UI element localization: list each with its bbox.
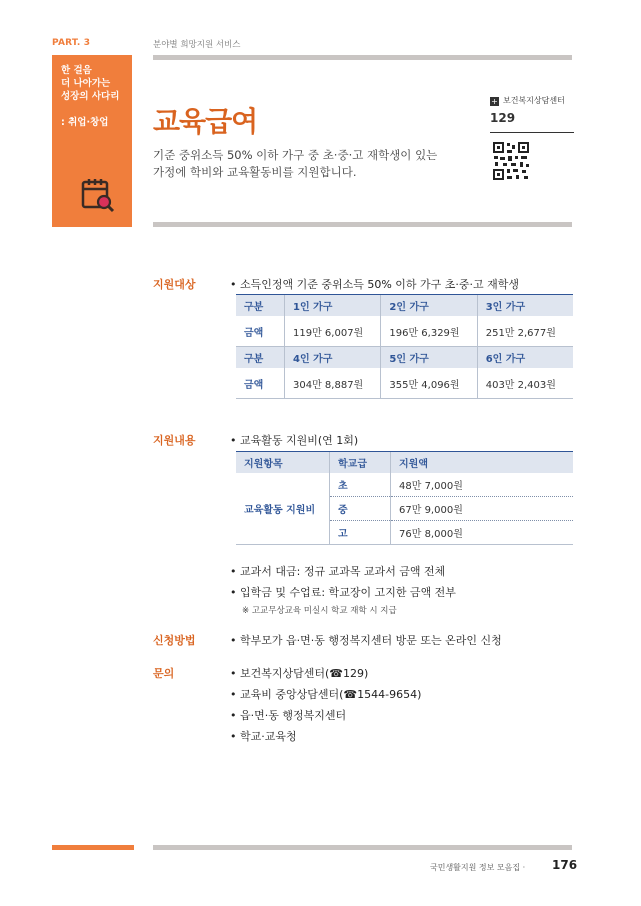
inquiry-item: • 교육비 중앙상담센터(☎1544-9654) bbox=[230, 688, 422, 701]
income-table bbox=[236, 294, 573, 399]
support-target-label: 지원대상 bbox=[153, 278, 196, 291]
apply-label: 신청방법 bbox=[153, 634, 196, 647]
contact-number: 129 bbox=[490, 111, 516, 125]
table-header-cell: 지원액 bbox=[391, 452, 574, 474]
sidebar-sub: : 취업·창업 bbox=[61, 117, 109, 128]
table-cell: 196만 6,329원 bbox=[381, 316, 477, 347]
table-row bbox=[236, 368, 573, 399]
qr-code-icon bbox=[493, 142, 529, 180]
page-title: 교육급여 bbox=[153, 105, 258, 138]
table-header-cell: 지원항목 bbox=[236, 452, 330, 474]
plus-icon: + bbox=[491, 97, 498, 106]
description-line: 기준 중위소득 50% 이하 가구 중 초·중·고 재학생이 있는 bbox=[153, 148, 438, 162]
table-cell: 403만 2,403원 bbox=[477, 368, 573, 399]
description bbox=[153, 147, 463, 181]
table-cell: 304만 8,887원 bbox=[285, 368, 381, 399]
sidebar-line: 성장의 사다리 bbox=[61, 91, 120, 102]
inquiry-item: • 읍·면·동 행정복지센터 bbox=[230, 709, 347, 722]
table-row bbox=[236, 473, 573, 497]
table-cell: 355만 4,096원 bbox=[381, 368, 477, 399]
support-content-note: ※ 고교무상교육 미실시 학교 재학 시 지급 bbox=[242, 606, 397, 616]
sidebar-box bbox=[52, 55, 132, 227]
support-target-text: • 소득인정액 기준 중위소득 50% 이하 가구 초·중·고 재학생 bbox=[230, 278, 520, 291]
table-cell: 금액 bbox=[236, 316, 285, 347]
education-support-table bbox=[236, 451, 573, 545]
table-cell: 3인 가구 bbox=[477, 295, 573, 317]
support-content-text: • 교육활동 지원비(연 1회) bbox=[230, 434, 359, 447]
table-cell: 2인 가구 bbox=[381, 295, 477, 317]
table-cell: 4인 가구 bbox=[285, 347, 381, 369]
table-cell: 6인 가구 bbox=[477, 347, 573, 369]
mid-divider bbox=[153, 222, 572, 227]
footer-accent-bar bbox=[52, 845, 134, 850]
table-cell: 251만 2,677원 bbox=[477, 316, 573, 347]
table-cell: 67만 9,000원 bbox=[391, 497, 574, 521]
contact-label bbox=[490, 95, 565, 106]
table-cell: 구분 bbox=[236, 347, 285, 369]
contact-label-text: 보건복지상담센터 bbox=[503, 96, 565, 105]
table-cell: 고 bbox=[330, 521, 391, 545]
table-cell: 5인 가구 bbox=[381, 347, 477, 369]
table-cell: 구분 bbox=[236, 295, 285, 317]
table-cell: 76만 8,000원 bbox=[391, 521, 574, 545]
table-cell: 중 bbox=[330, 497, 391, 521]
sidebar-line: 더 나아가는 bbox=[61, 78, 111, 89]
table-row bbox=[236, 295, 573, 317]
table-cell: 초 bbox=[330, 473, 391, 497]
page-number: 176 bbox=[552, 858, 578, 872]
table-header-cell: 학교급 bbox=[330, 452, 391, 474]
section-title: 분야별 희망지원 서비스 bbox=[153, 40, 241, 50]
table-cell: 1인 가구 bbox=[285, 295, 381, 317]
table-row bbox=[236, 452, 573, 474]
table-cell: 교육활동 지원비 bbox=[236, 473, 330, 545]
sidebar-line: 한 걸음 bbox=[61, 65, 92, 76]
apply-text: • 학부모가 읍·면·동 행정복지센터 방문 또는 온라인 신청 bbox=[230, 634, 502, 647]
table-cell: 48만 7,000원 bbox=[391, 473, 574, 497]
description-line: 가정에 학비와 교육활동비를 지원합니다. bbox=[153, 165, 357, 179]
table-row bbox=[236, 347, 573, 369]
top-divider bbox=[153, 55, 572, 60]
table-cell: 금액 bbox=[236, 368, 285, 399]
table-cell: 119만 6,007원 bbox=[285, 316, 381, 347]
contact-underline bbox=[490, 132, 574, 133]
calendar-search-icon bbox=[81, 177, 115, 213]
footer-text: 국민생활지원 정보 모음집 · bbox=[430, 863, 526, 872]
support-content-label: 지원내용 bbox=[153, 434, 196, 447]
inquiry-item: • 학교·교육청 bbox=[230, 730, 297, 743]
part-label: PART. 3 bbox=[52, 38, 91, 48]
support-content-bullet: • 입학금 및 수업료: 학교장이 고지한 금액 전부 bbox=[230, 586, 456, 599]
support-content-bullet: • 교과서 대금: 정규 교과목 교과서 금액 전체 bbox=[230, 565, 446, 578]
footer-divider bbox=[153, 845, 572, 850]
table-row bbox=[236, 316, 573, 347]
inquiry-item: • 보건복지상담센터(☎129) bbox=[230, 667, 369, 680]
inquiry-label: 문의 bbox=[153, 667, 175, 680]
